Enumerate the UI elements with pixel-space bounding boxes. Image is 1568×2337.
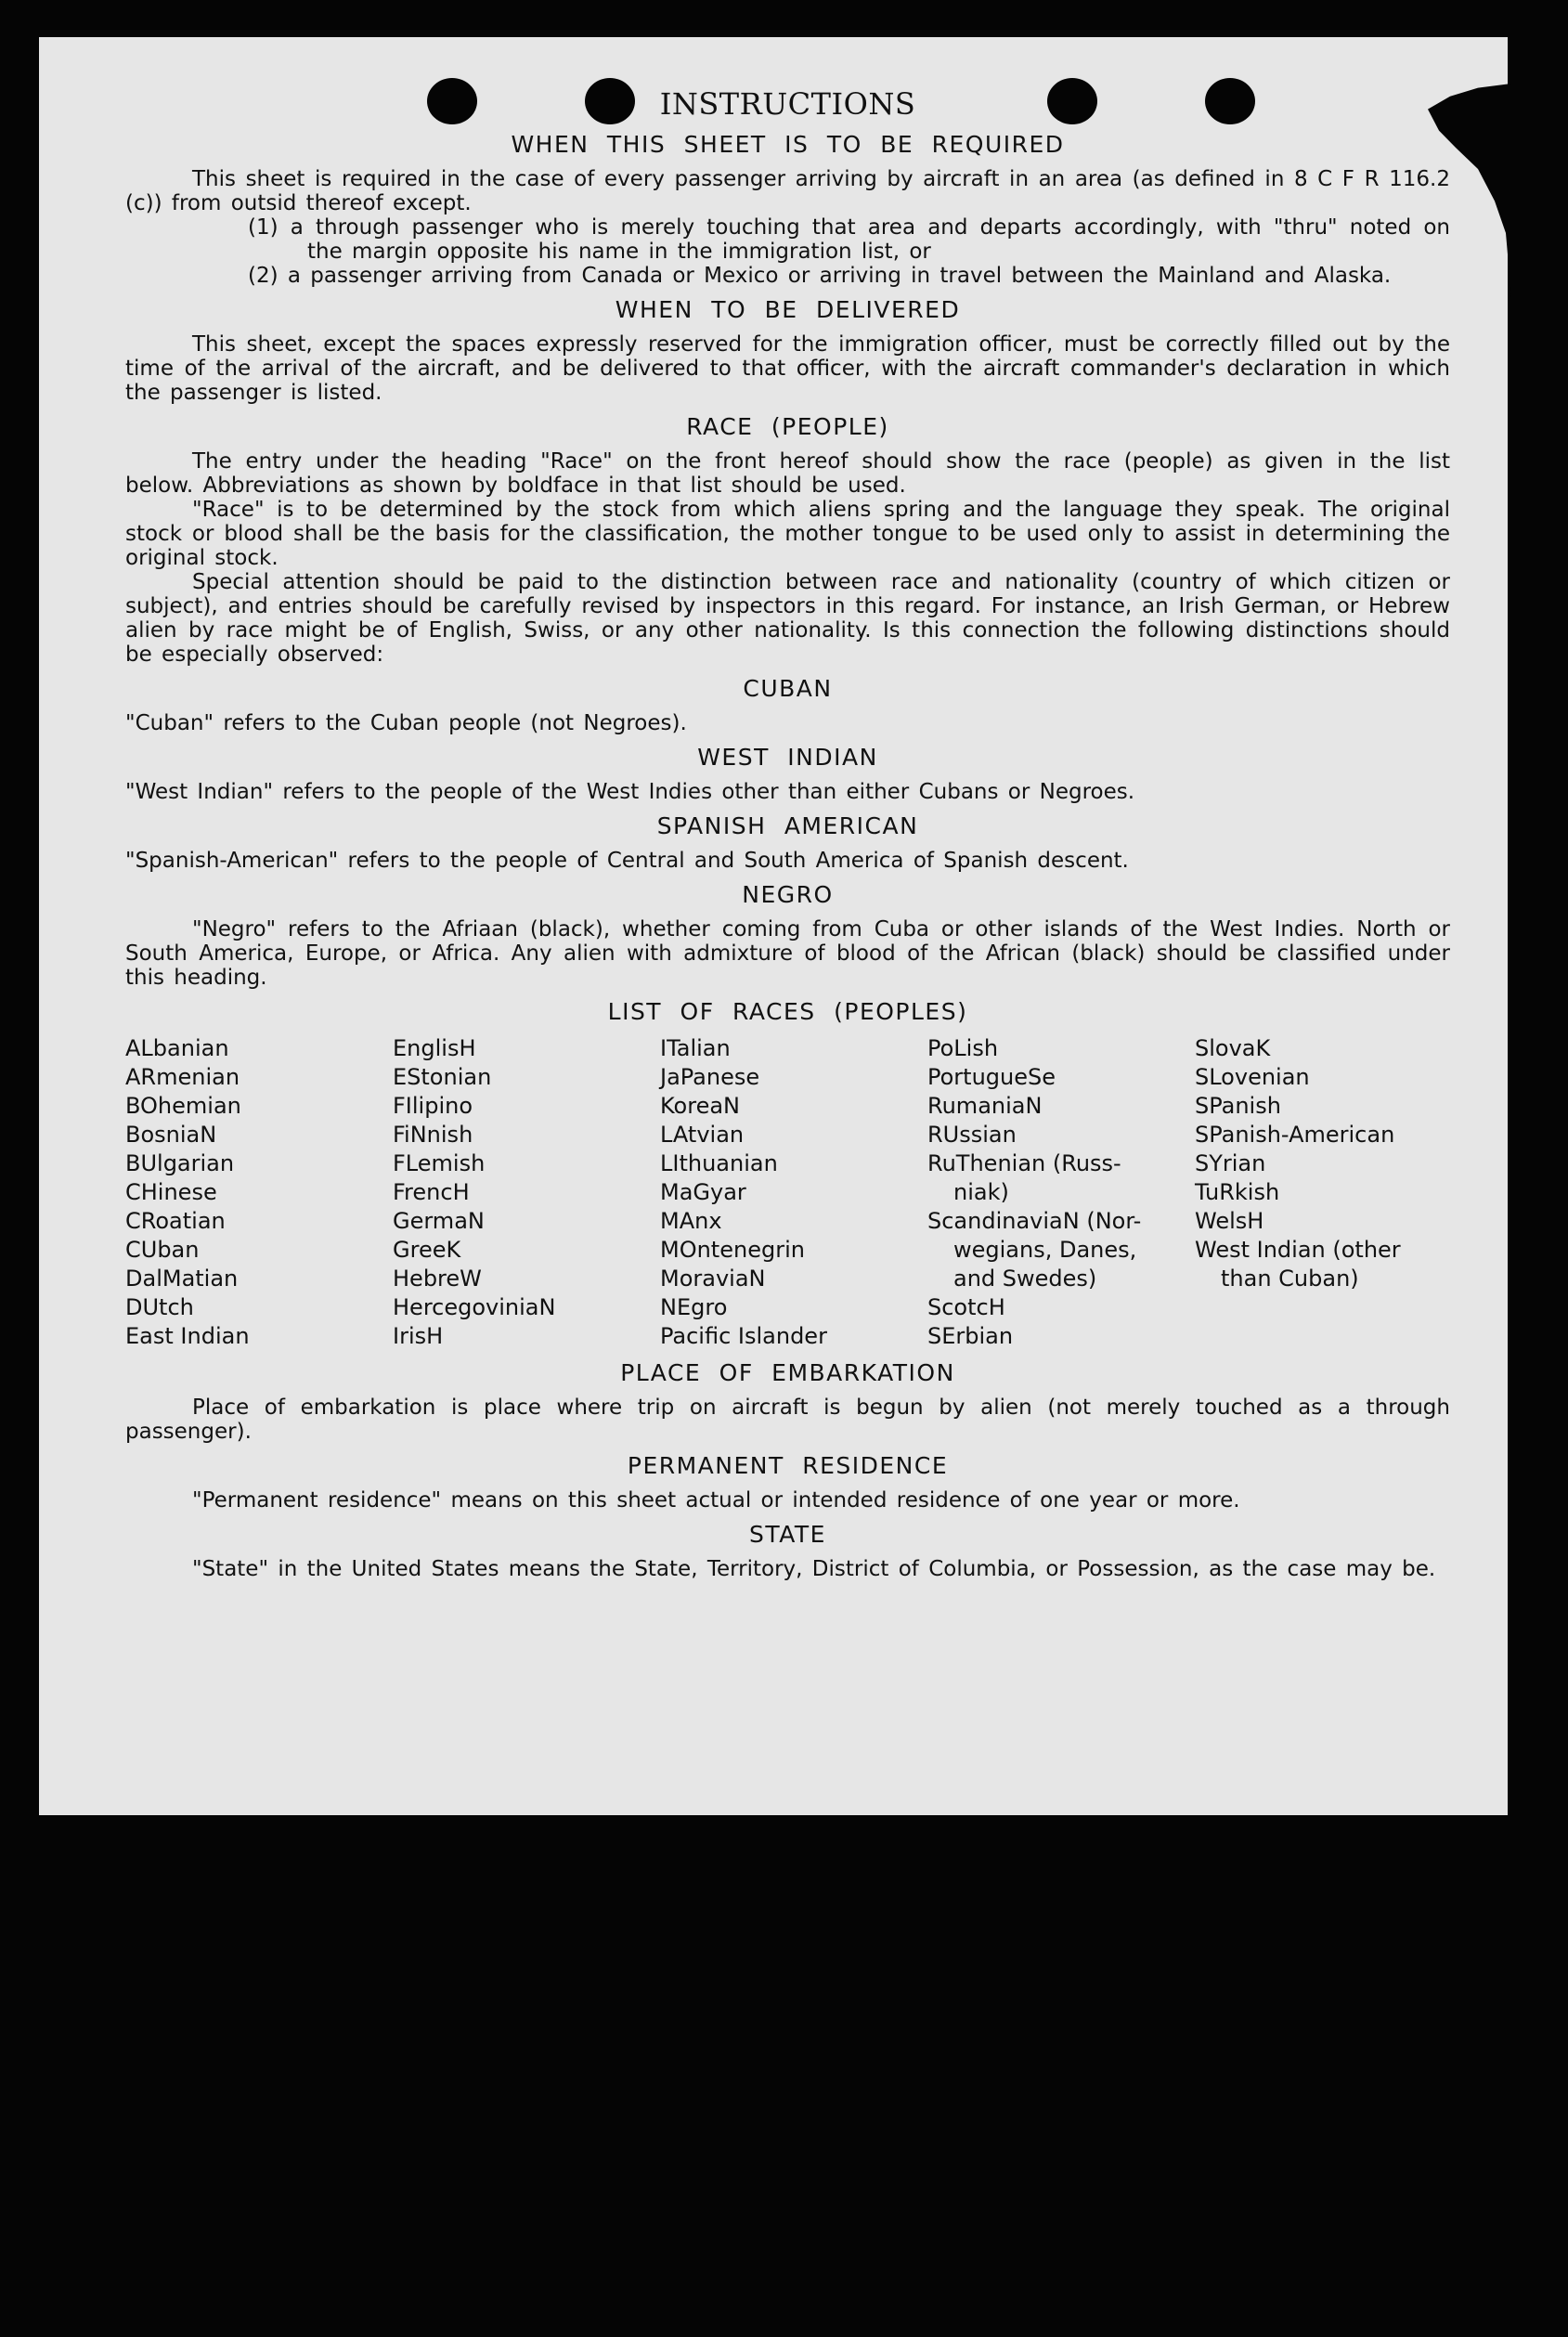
section-heading-place-of-embarkation: PLACE OF EMBARKATION — [620, 1359, 955, 1386]
section-heading-west-indian: WEST INDIAN — [697, 744, 878, 771]
paragraph: Place of embarkation is place where trip on aircraft is begun by alien (not merely touched as a through passenger). — [125, 1396, 1450, 1444]
race-entry: SLovenian — [1195, 1064, 1310, 1090]
race-entry: BUlgarian — [125, 1150, 235, 1176]
races-table — [125, 1034, 1450, 1351]
section-heading-cuban: CUBAN — [743, 675, 833, 702]
paragraph: "State" in the United States means the State, Territory, District of Columbia, or Possession, as the case may be. — [192, 1557, 1436, 1581]
race-entry: SPanish-American — [1195, 1122, 1395, 1148]
race-entry: and Swedes) — [953, 1266, 1097, 1292]
race-entry: HebreW — [393, 1266, 482, 1292]
race-entry: CHinese — [125, 1179, 217, 1205]
race-entry: JaPanese — [660, 1064, 760, 1090]
race-entry: DalMatian — [125, 1266, 239, 1292]
section-heading-delivered: WHEN TO BE DELIVERED — [615, 296, 961, 323]
paragraph: "West Indian" refers to the people of the West Indies other than either Cubans or Negroes. — [125, 780, 1135, 804]
race-entry: SlovaK — [1195, 1035, 1271, 1061]
section-heading-list-of-races: LIST OF RACES (PEOPLES) — [607, 998, 968, 1025]
races-column-5 — [1195, 1034, 1473, 1351]
section-heading-race: RACE (PEOPLE) — [686, 413, 889, 440]
section-heading-permanent-residence: PERMANENT RESIDENCE — [627, 1452, 949, 1479]
race-entry: WelsH — [1195, 1208, 1264, 1234]
race-entry: SErbian — [927, 1323, 1014, 1349]
races-column-1 — [125, 1034, 393, 1351]
race-entry: ITalian — [660, 1035, 731, 1061]
race-entry: ScandinaviaN (Nor- — [927, 1208, 1142, 1234]
race-entry: MOntenegrin — [660, 1237, 805, 1263]
race-entry: EnglisH — [393, 1035, 476, 1061]
race-entry: BOhemian — [125, 1093, 241, 1119]
race-entry: KoreaN — [660, 1093, 740, 1119]
race-entry: CUban — [125, 1237, 200, 1263]
race-entry: MaGyar — [660, 1179, 746, 1205]
race-entry: LIthuanian — [660, 1150, 778, 1176]
races-column-3 — [660, 1034, 927, 1351]
race-entry: East Indian — [125, 1323, 250, 1349]
race-entry: FLemish — [393, 1150, 486, 1176]
race-entry: SYrian — [1195, 1150, 1266, 1176]
page-title: INSTRUCTIONS — [659, 86, 916, 122]
race-entry: MoraviaN — [660, 1266, 766, 1292]
section-heading-state: STATE — [749, 1521, 826, 1548]
race-entry: FrencH — [393, 1179, 470, 1205]
race-entry: RumaniaN — [927, 1093, 1043, 1119]
section-heading-negro: NEGRO — [742, 881, 834, 908]
races-column-2 — [393, 1034, 660, 1351]
paragraph: Special attention should be paid to the distinction between race and nationality (country of which citizen or subject), and entries should be carefully revised by inspectors in this regard. For instance, an Irish German, or Hebrew alien by race might be of English, Swiss, or any other nationality. Is this connection the following distinctions should be especially observed: — [125, 570, 1450, 667]
paragraph: "Spanish-American" refers to the people of Central and South America of Spanish descent. — [125, 849, 1129, 873]
race-entry: CRoatian — [125, 1208, 226, 1234]
race-entry: EStonian — [393, 1064, 492, 1090]
paragraph: The entry under the heading "Race" on the front hereof should show the race (people) as given in the list below. Abbreviations as shown by boldface in that list should be used. — [125, 449, 1450, 498]
race-entry: DUtch — [125, 1294, 194, 1320]
race-entry: niak) — [953, 1179, 1009, 1205]
paragraph: "Permanent residence" means on this sheet actual or intended residence of one year or more. — [192, 1488, 1240, 1513]
paragraph: "Race" is to be determined by the stock from which aliens spring and the language they speak. The original stock or blood shall be the basis for the classification, the mother tongue to be used only to assist in determining the original stock. — [125, 498, 1450, 570]
race-entry: GreeK — [393, 1237, 461, 1263]
races-column-4 — [927, 1034, 1195, 1351]
race-entry: BosniaN — [125, 1122, 217, 1148]
race-entry: ScotcH — [927, 1294, 1005, 1320]
paragraph: "Negro" refers to the Afriaan (black), whether coming from Cuba or other islands of the West Indies. North or South America, Europe, or Africa. Any alien with admixture of blood of the African (black) should be classified under this heading. — [125, 917, 1450, 990]
race-entry: ALbanian — [125, 1035, 229, 1061]
race-entry: ARmenian — [125, 1064, 240, 1090]
race-entry: IrisH — [393, 1323, 444, 1349]
race-entry: FiNnish — [393, 1122, 473, 1148]
section-heading-spanish-american: SPANISH AMERICAN — [656, 812, 919, 839]
paragraph: This sheet is required in the case of every passenger arriving by aircraft in an area (as defined in 8 C F R 116.2 (c)) from outsid thereof except. — [125, 167, 1450, 215]
section-heading-required: WHEN THIS SHEET IS TO BE REQUIRED — [511, 131, 1065, 158]
race-entry: PoLish — [927, 1035, 999, 1061]
list-item: (2) a passenger arriving from Canada or Mexico or arriving in travel between the Mainland and Alaska. — [248, 264, 1392, 288]
race-entry: HercegoviniaN — [393, 1294, 556, 1320]
race-entry: West Indian (other — [1195, 1237, 1401, 1263]
list-item: (1) a through passenger who is merely touching that area and departs accordingly, with "thru" noted on the margin opposite his name in the immigration list, or — [248, 215, 1450, 264]
race-entry: PortugueSe — [927, 1064, 1056, 1090]
race-entry: wegians, Danes, — [953, 1237, 1137, 1263]
paragraph: "Cuban" refers to the Cuban people (not Negroes). — [125, 711, 687, 735]
race-entry: LAtvian — [660, 1122, 745, 1148]
race-entry: RuThenian (Russ- — [927, 1150, 1121, 1176]
race-entry: NEgro — [660, 1294, 728, 1320]
race-entry: Pacific Islander — [660, 1323, 827, 1349]
race-entry: RUssian — [927, 1122, 1017, 1148]
race-entry: GermaN — [393, 1208, 485, 1234]
race-entry: TuRkish — [1195, 1179, 1280, 1205]
race-entry: than Cuban) — [1221, 1266, 1359, 1292]
race-entry: SPanish — [1195, 1093, 1281, 1119]
race-entry: FIlipino — [393, 1093, 473, 1119]
race-entry: MAnx — [660, 1208, 722, 1234]
document-content — [125, 85, 1450, 1581]
paragraph: This sheet, except the spaces expressly reserved for the immigration officer, must be correctly filled out by the time of the arrival of the aircraft, and be delivered to that officer, with the aircraft commander's declaration in which the passenger is listed. — [125, 332, 1450, 405]
